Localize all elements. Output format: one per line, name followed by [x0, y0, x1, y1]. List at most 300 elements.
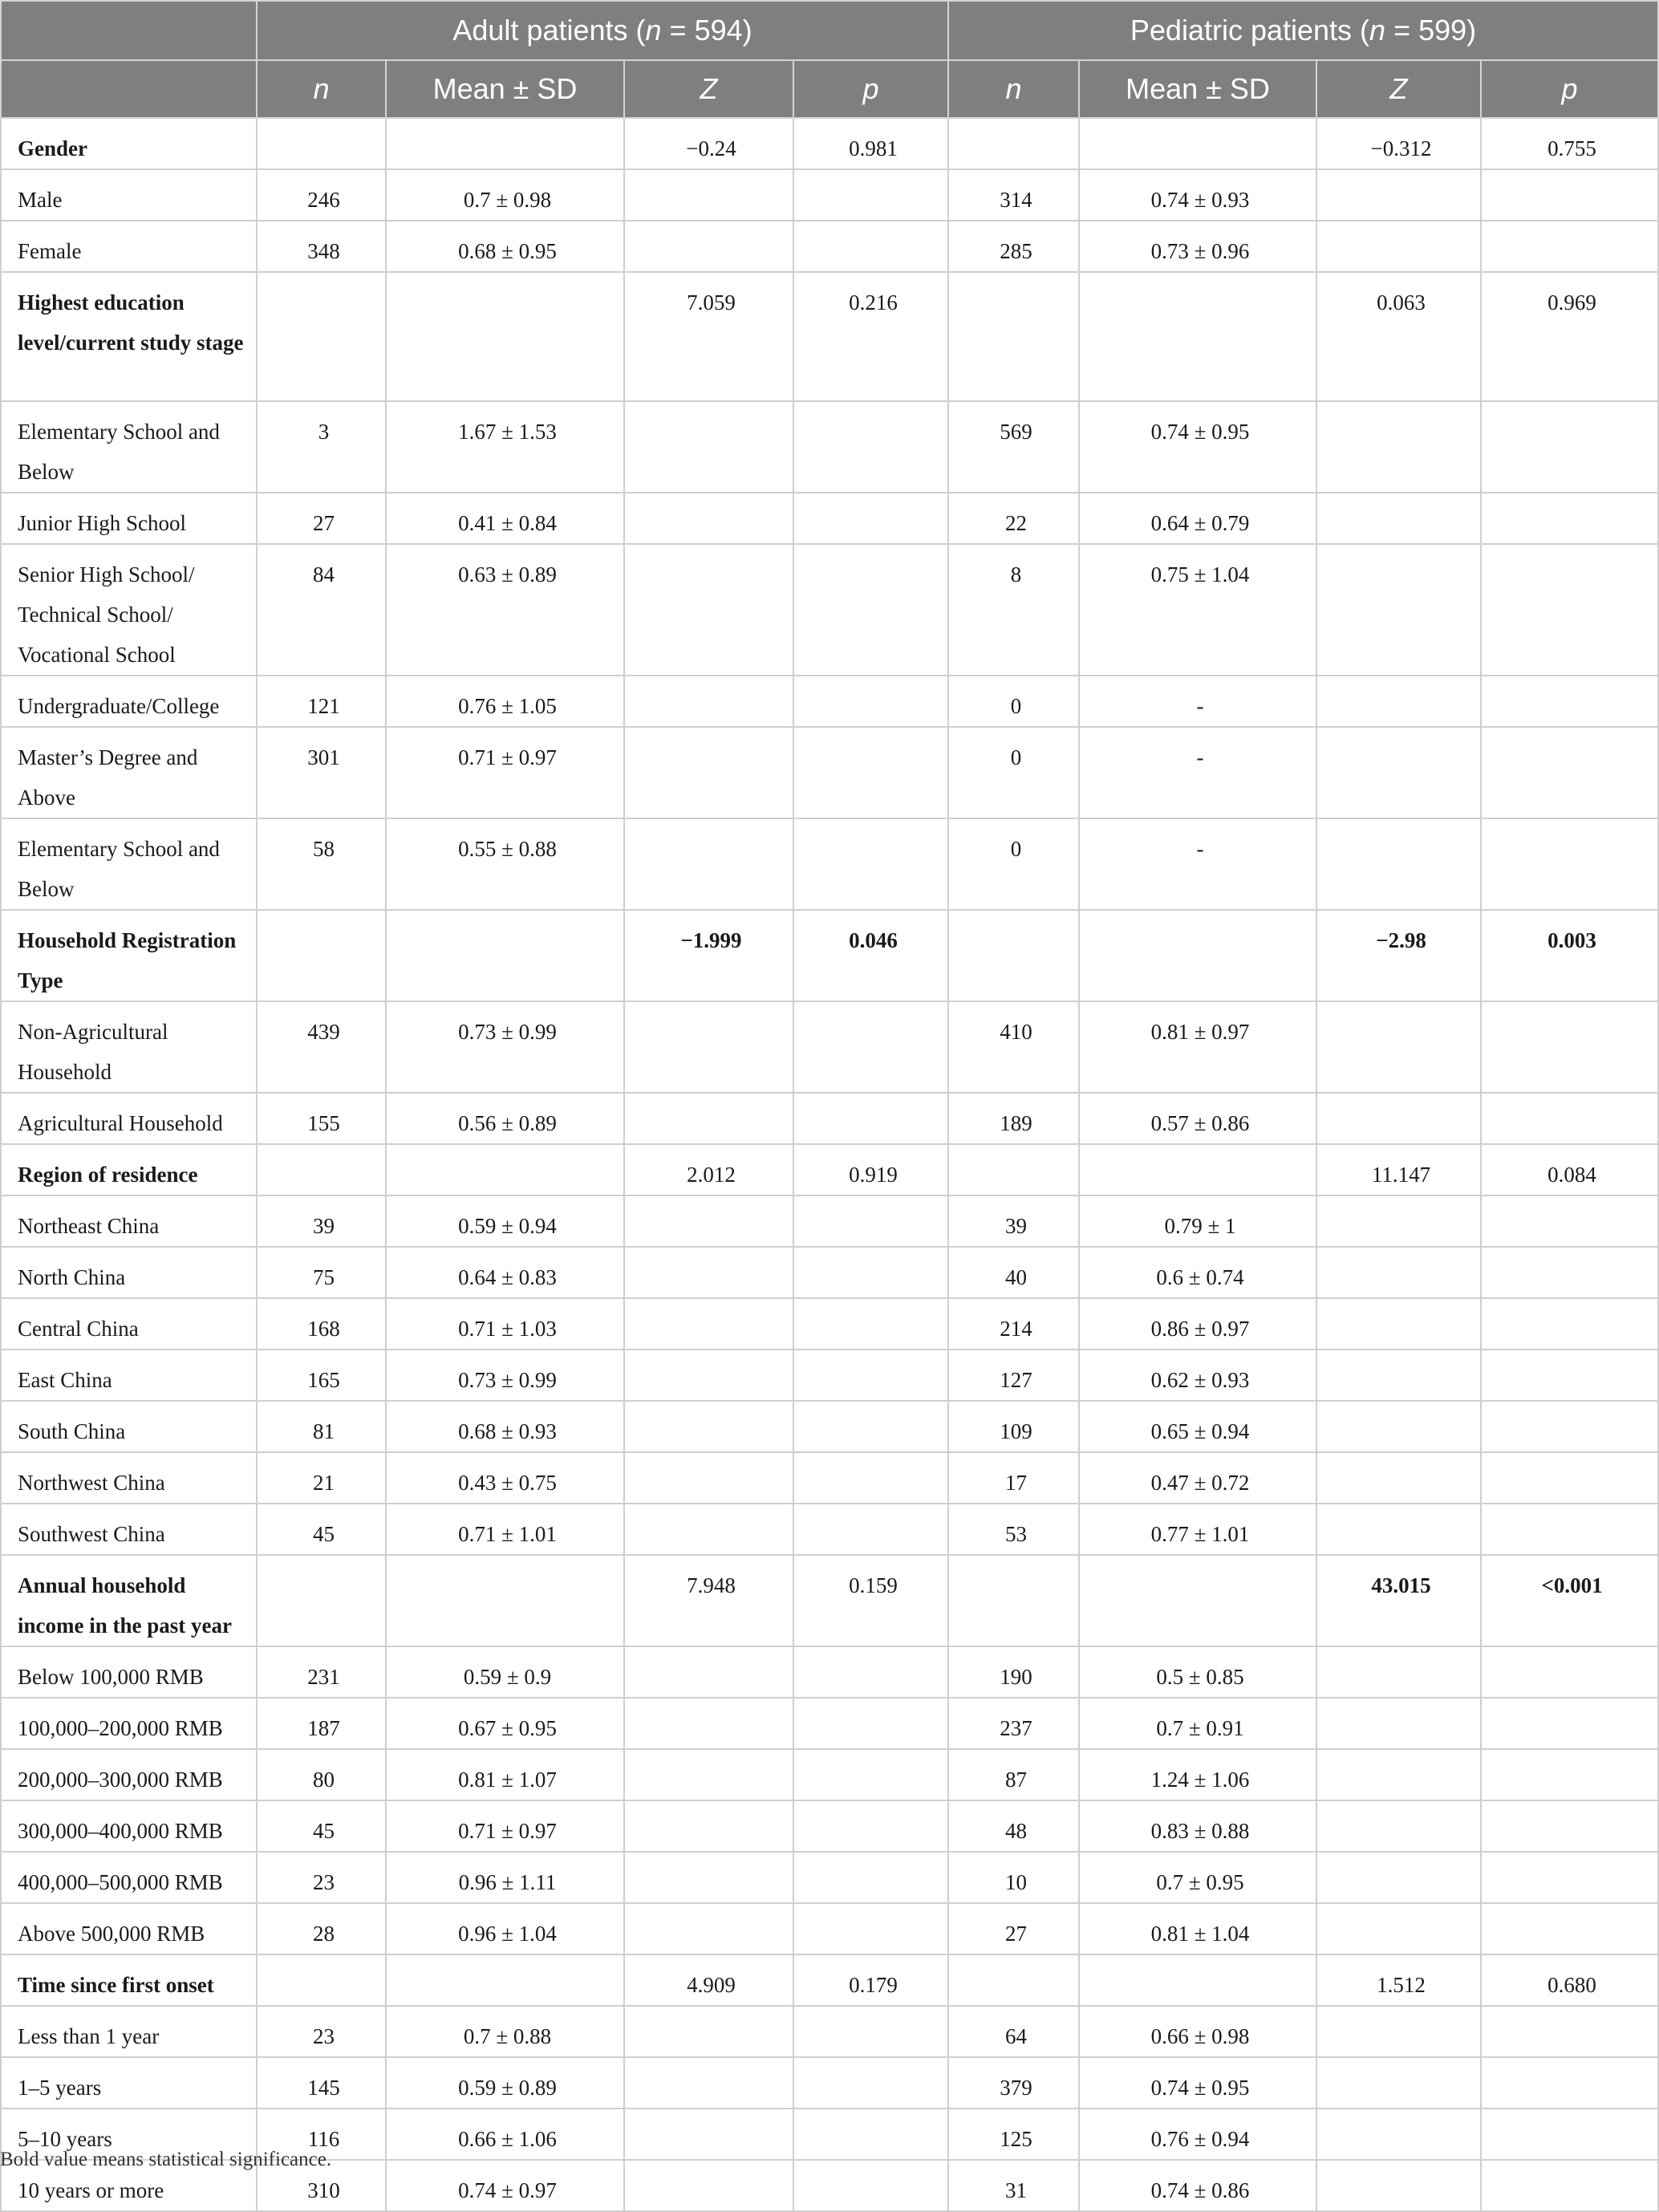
pediatric-mean-sd-cell: 0.64 ± 0.79: [1079, 493, 1316, 544]
adult-p-cell: [793, 727, 948, 818]
pediatric-z-cell: [1316, 1001, 1481, 1093]
adult-p-cell: [793, 1452, 948, 1504]
table-row: [1, 2057, 1658, 2109]
pediatric-group-label: Pediatric patients (: [1130, 14, 1370, 47]
adult-group-header: [257, 1, 948, 60]
adult-n-cell: 348: [257, 221, 386, 272]
pediatric-p-cell: [1481, 1903, 1658, 1954]
category-row: [1, 118, 1658, 169]
adult-z-cell: [624, 221, 793, 272]
pediatric-z-cell: [1316, 1247, 1481, 1298]
adult-z-cell: [624, 1903, 793, 1954]
adult-n-cell: 187: [257, 1698, 386, 1749]
adult-n-cell: 3: [257, 401, 386, 493]
pediatric-n-cell: 64: [948, 2006, 1079, 2057]
adult-p-cell: 0.159: [793, 1555, 948, 1646]
pediatric-mean-sd-cell: 0.7 ± 0.91: [1079, 1698, 1316, 1749]
row-label-cell: North China: [1, 1247, 257, 1298]
table-row: [1, 818, 1658, 910]
adult-mean-sd-cell: 0.71 ± 1.03: [386, 1298, 624, 1350]
table-row: [1, 727, 1658, 818]
table-row: [1, 1698, 1658, 1749]
adult-mean-sd-cell: 0.67 ± 0.95: [386, 1698, 624, 1749]
adult-p-cell: [793, 1749, 948, 1800]
adult-z-cell: [624, 493, 793, 544]
adult-n-cell: [257, 1144, 386, 1195]
pediatric-z-cell: [1316, 1401, 1481, 1452]
pediatric-z-cell: [1316, 544, 1481, 676]
adult-n-header: n: [257, 60, 386, 118]
adult-p-cell: [793, 676, 948, 727]
pediatric-p-cell: [1481, 1401, 1658, 1452]
adult-z-cell: [624, 401, 793, 493]
pediatric-mean-sd-cell: -: [1079, 727, 1316, 818]
pediatric-p-cell: [1481, 221, 1658, 272]
adult-p-cell: [793, 2006, 948, 2057]
row-label-cell: 300,000–400,000 RMB: [1, 1800, 257, 1852]
table-row: [1, 1247, 1658, 1298]
pediatric-mean-sd-cell: 0.73 ± 0.96: [1079, 221, 1316, 272]
adult-z-cell: [624, 544, 793, 676]
pediatric-p-cell: [1481, 1001, 1658, 1093]
adult-mean-sd-cell: 0.73 ± 0.99: [386, 1350, 624, 1401]
adult-n-cell: 84: [257, 544, 386, 676]
adult-p-cell: 0.216: [793, 272, 948, 401]
row-label-cell: Male: [1, 169, 257, 221]
adult-n-cell: 23: [257, 2006, 386, 2057]
pediatric-z-cell: −2.98: [1316, 910, 1481, 1001]
adult-p-cell: [793, 2160, 948, 2211]
pediatric-p-header: p: [1481, 60, 1658, 118]
adult-z-cell: [624, 1401, 793, 1452]
adult-mean-sd-cell: 0.74 ± 0.97: [386, 2160, 624, 2211]
header-corner-cell: [1, 1, 257, 60]
adult-n-cell: 58: [257, 818, 386, 910]
pediatric-n-symbol: n: [1369, 14, 1386, 47]
row-label-cell: Southwest China: [1, 1504, 257, 1555]
adult-mean-sd-cell: 0.41 ± 0.84: [386, 493, 624, 544]
pediatric-p-cell: [1481, 1195, 1658, 1247]
pediatric-n-cell: 127: [948, 1350, 1079, 1401]
row-label-cell: 5–10 years: [1, 2109, 257, 2160]
pediatric-z-cell: [1316, 493, 1481, 544]
adult-z-cell: [624, 1093, 793, 1144]
adult-z-cell: [624, 1298, 793, 1350]
adult-z-cell: [624, 1504, 793, 1555]
pediatric-n-cell: 31: [948, 2160, 1079, 2211]
pediatric-mean-sd-cell: 0.76 ± 0.94: [1079, 2109, 1316, 2160]
adult-group-label: Adult patients (: [452, 14, 646, 47]
adult-n-cell: [257, 910, 386, 1001]
pediatric-p-cell: [1481, 2057, 1658, 2109]
adult-p-cell: [793, 1001, 948, 1093]
adult-mean-sd-cell: 0.71 ± 0.97: [386, 727, 624, 818]
adult-n-cell: 168: [257, 1298, 386, 1350]
pediatric-mean-sd-cell: 0.79 ± 1: [1079, 1195, 1316, 1247]
pediatric-n-cell: 237: [948, 1698, 1079, 1749]
adult-p-cell: [793, 221, 948, 272]
adult-mean-sd-cell: 0.71 ± 0.97: [386, 1800, 624, 1852]
pediatric-p-cell: [1481, 676, 1658, 727]
row-label-cell: Non-Agricultural Household: [1, 1001, 257, 1093]
row-label-cell: 1–5 years: [1, 2057, 257, 2109]
pediatric-mean-sd-cell: 0.74 ± 0.95: [1079, 2057, 1316, 2109]
pediatric-n-cell: 0: [948, 818, 1079, 910]
pediatric-mean-sd-cell: [1079, 118, 1316, 169]
row-label-cell: 10 years or more: [1, 2160, 257, 2211]
adult-mean-sd-cell: 0.56 ± 0.89: [386, 1093, 624, 1144]
adult-p-cell: 0.179: [793, 1954, 948, 2006]
adult-mean-sd-cell: 0.59 ± 0.94: [386, 1195, 624, 1247]
table-footnote: Bold value means statistical significance.: [0, 2149, 332, 2170]
adult-p-cell: [793, 1401, 948, 1452]
adult-n-cell: 231: [257, 1646, 386, 1698]
adult-mean-sd-cell: 0.7 ± 0.98: [386, 169, 624, 221]
table-row: [1, 1452, 1658, 1504]
pediatric-n-cell: 410: [948, 1001, 1079, 1093]
adult-n-cell: 21: [257, 1452, 386, 1504]
pediatric-p-cell: 0.969: [1481, 272, 1658, 401]
adult-mean-sd-cell: 0.43 ± 0.75: [386, 1452, 624, 1504]
pediatric-mean-sd-cell: 0.5 ± 0.85: [1079, 1646, 1316, 1698]
table-row: [1, 1646, 1658, 1698]
adult-z-cell: [624, 1350, 793, 1401]
pediatric-n-cell: 125: [948, 2109, 1079, 2160]
pediatric-z-cell: [1316, 727, 1481, 818]
pediatric-n-cell: [948, 1555, 1079, 1646]
pediatric-p-cell: [1481, 169, 1658, 221]
adult-mean-sd-cell: [386, 272, 624, 401]
table-row: [1, 544, 1658, 676]
adult-p-cell: [793, 544, 948, 676]
adult-z-cell: [624, 2160, 793, 2211]
adult-p-cell: [793, 493, 948, 544]
adult-count: = 594): [661, 14, 752, 47]
adult-z-cell: [624, 1698, 793, 1749]
category-row: [1, 1954, 1658, 2006]
table-row: [1, 1298, 1658, 1350]
adult-n-cell: 45: [257, 1504, 386, 1555]
adult-n-cell: 439: [257, 1001, 386, 1093]
pediatric-p-cell: [1481, 1646, 1658, 1698]
pediatric-n-header: n: [948, 60, 1079, 118]
adult-p-cell: 0.981: [793, 118, 948, 169]
row-label-cell: Less than 1 year: [1, 2006, 257, 2057]
pediatric-p-cell: [1481, 727, 1658, 818]
table-row: [1, 1504, 1658, 1555]
pediatric-z-cell: [1316, 2006, 1481, 2057]
pediatric-mean-sd-cell: 0.77 ± 1.01: [1079, 1504, 1316, 1555]
pediatric-mean-sd-cell: 0.65 ± 0.94: [1079, 1401, 1316, 1452]
adult-z-cell: [624, 1001, 793, 1093]
adult-mean-header: Mean ± SD: [386, 60, 624, 118]
pediatric-p-cell: [1481, 2006, 1658, 2057]
pediatric-p-cell: [1481, 1800, 1658, 1852]
pediatric-n-cell: 379: [948, 2057, 1079, 2109]
table-row: [1, 1800, 1658, 1852]
pediatric-n-cell: [948, 1954, 1079, 2006]
adult-p-cell: 0.046: [793, 910, 948, 1001]
pediatric-n-cell: 190: [948, 1646, 1079, 1698]
adult-n-cell: 116: [257, 2109, 386, 2160]
pediatric-z-cell: [1316, 1093, 1481, 1144]
pediatric-mean-sd-cell: 1.24 ± 1.06: [1079, 1749, 1316, 1800]
pediatric-z-cell: [1316, 1452, 1481, 1504]
pediatric-p-cell: [1481, 493, 1658, 544]
adult-n-symbol: n: [645, 14, 662, 47]
adult-mean-sd-cell: [386, 1144, 624, 1195]
pediatric-mean-sd-cell: 0.47 ± 0.72: [1079, 1452, 1316, 1504]
pediatric-mean-sd-cell: 0.83 ± 0.88: [1079, 1800, 1316, 1852]
adult-p-cell: [793, 1800, 948, 1852]
adult-mean-sd-cell: 0.64 ± 0.83: [386, 1247, 624, 1298]
table-row: [1, 1852, 1658, 1903]
adult-z-cell: [624, 1800, 793, 1852]
adult-z-cell: [624, 676, 793, 727]
category-label-cell: Highest education level/current study stage: [1, 272, 257, 401]
pediatric-z-cell: 43.015: [1316, 1555, 1481, 1646]
pediatric-n-cell: [948, 118, 1079, 169]
row-label-cell: Northwest China: [1, 1452, 257, 1504]
adult-n-cell: 165: [257, 1350, 386, 1401]
row-label-cell: East China: [1, 1350, 257, 1401]
pediatric-p-cell: [1481, 1749, 1658, 1800]
pediatric-n-cell: 109: [948, 1401, 1079, 1452]
pediatric-count: = 599): [1385, 14, 1477, 47]
adult-n-cell: 145: [257, 2057, 386, 2109]
adult-mean-sd-cell: 0.59 ± 0.89: [386, 2057, 624, 2109]
row-label-cell: Elementary School and Below: [1, 818, 257, 910]
pediatric-p-cell: 0.680: [1481, 1954, 1658, 2006]
adult-mean-sd-cell: 0.68 ± 0.95: [386, 221, 624, 272]
header-group-row: [1, 1, 1658, 60]
pediatric-p-cell: [1481, 1093, 1658, 1144]
pediatric-z-cell: [1316, 818, 1481, 910]
pediatric-n-cell: 53: [948, 1504, 1079, 1555]
row-label-cell: Central China: [1, 1298, 257, 1350]
pediatric-n-cell: 39: [948, 1195, 1079, 1247]
pediatric-n-cell: 0: [948, 676, 1079, 727]
adult-p-cell: [793, 1350, 948, 1401]
adult-p-cell: [793, 818, 948, 910]
adult-p-cell: [793, 1852, 948, 1903]
adult-p-cell: [793, 1504, 948, 1555]
adult-z-cell: −0.24: [624, 118, 793, 169]
adult-z-cell: [624, 2109, 793, 2160]
table-row: [1, 493, 1658, 544]
adult-z-cell: [624, 1247, 793, 1298]
row-label-cell: 200,000–300,000 RMB: [1, 1749, 257, 1800]
row-label-cell: Senior High School/ Technical School/ Vocational School: [1, 544, 257, 676]
pediatric-n-cell: 22: [948, 493, 1079, 544]
adult-p-header: p: [793, 60, 948, 118]
pediatric-n-cell: 0: [948, 727, 1079, 818]
adult-n-cell: 27: [257, 493, 386, 544]
row-label-cell: Master’s Degree and Above: [1, 727, 257, 818]
adult-mean-sd-cell: 0.7 ± 0.88: [386, 2006, 624, 2057]
adult-n-cell: 39: [257, 1195, 386, 1247]
adult-mean-sd-cell: 0.73 ± 0.99: [386, 1001, 624, 1093]
adult-mean-sd-cell: 0.96 ± 1.04: [386, 1903, 624, 1954]
table-body: [1, 118, 1658, 2211]
category-label-cell: Gender: [1, 118, 257, 169]
pediatric-mean-sd-cell: 0.6 ± 0.74: [1079, 1247, 1316, 1298]
adult-p-cell: [793, 1646, 948, 1698]
adult-mean-sd-cell: [386, 1954, 624, 2006]
adult-mean-sd-cell: [386, 1555, 624, 1646]
pediatric-p-cell: [1481, 1247, 1658, 1298]
adult-mean-sd-cell: 0.71 ± 1.01: [386, 1504, 624, 1555]
adult-n-cell: 301: [257, 727, 386, 818]
pediatric-mean-sd-cell: [1079, 1555, 1316, 1646]
pediatric-mean-sd-cell: 0.81 ± 1.04: [1079, 1903, 1316, 1954]
pediatric-mean-sd-cell: 0.57 ± 0.86: [1079, 1093, 1316, 1144]
pediatric-p-cell: [1481, 1298, 1658, 1350]
adult-mean-sd-cell: 0.96 ± 1.11: [386, 1852, 624, 1903]
pediatric-n-cell: 40: [948, 1247, 1079, 1298]
adult-n-cell: [257, 118, 386, 169]
table-row: [1, 2006, 1658, 2057]
row-label-cell: Junior High School: [1, 493, 257, 544]
pediatric-z-cell: [1316, 1698, 1481, 1749]
adult-n-cell: [257, 1954, 386, 2006]
table-row: [1, 676, 1658, 727]
pediatric-mean-sd-cell: 0.66 ± 0.98: [1079, 2006, 1316, 2057]
adult-n-cell: 45: [257, 1800, 386, 1852]
row-label-cell: Agricultural Household: [1, 1093, 257, 1144]
adult-mean-sd-cell: 0.55 ± 0.88: [386, 818, 624, 910]
pediatric-z-cell: −0.312: [1316, 118, 1481, 169]
pediatric-mean-sd-cell: [1079, 1144, 1316, 1195]
pediatric-mean-sd-cell: -: [1079, 818, 1316, 910]
pediatric-n-cell: 214: [948, 1298, 1079, 1350]
adult-z-cell: −1.999: [624, 910, 793, 1001]
adult-p-cell: [793, 1247, 948, 1298]
adult-n-cell: 155: [257, 1093, 386, 1144]
adult-n-cell: 310: [257, 2160, 386, 2211]
row-label-cell: Undergraduate/College: [1, 676, 257, 727]
row-label-cell: Female: [1, 221, 257, 272]
pediatric-p-cell: 0.755: [1481, 118, 1658, 169]
pediatric-mean-sd-cell: [1079, 1954, 1316, 2006]
adult-z-cell: [624, 1646, 793, 1698]
header-label-cell: [1, 60, 257, 118]
pediatric-p-cell: [1481, 1504, 1658, 1555]
row-label-cell: 100,000–200,000 RMB: [1, 1698, 257, 1749]
category-label-cell: Region of residence: [1, 1144, 257, 1195]
adult-z-cell: [624, 2006, 793, 2057]
table-row: [1, 1093, 1658, 1144]
pediatric-p-cell: <0.001: [1481, 1555, 1658, 1646]
adult-z-cell: [624, 2057, 793, 2109]
pediatric-p-cell: [1481, 2109, 1658, 2160]
pediatric-n-cell: 189: [948, 1093, 1079, 1144]
pediatric-mean-sd-cell: 0.74 ± 0.86: [1079, 2160, 1316, 2211]
adult-n-cell: 246: [257, 169, 386, 221]
header-column-row: [1, 60, 1658, 118]
pediatric-z-cell: [1316, 2160, 1481, 2211]
pediatric-n-cell: 285: [948, 221, 1079, 272]
pediatric-z-cell: [1316, 1504, 1481, 1555]
pediatric-mean-sd-cell: 0.75 ± 1.04: [1079, 544, 1316, 676]
category-row: [1, 272, 1658, 401]
pediatric-mean-sd-cell: [1079, 272, 1316, 401]
adult-p-cell: [793, 1698, 948, 1749]
pediatric-mean-sd-cell: 0.7 ± 0.95: [1079, 1852, 1316, 1903]
pediatric-mean-header: Mean ± SD: [1079, 60, 1316, 118]
row-label-cell: 400,000–500,000 RMB: [1, 1852, 257, 1903]
table-row: [1, 1001, 1658, 1093]
pediatric-n-cell: [948, 910, 1079, 1001]
pediatric-z-cell: 0.063: [1316, 272, 1481, 401]
pediatric-n-cell: 314: [948, 169, 1079, 221]
pediatric-mean-sd-cell: 0.62 ± 0.93: [1079, 1350, 1316, 1401]
adult-mean-sd-cell: 0.66 ± 1.06: [386, 2109, 624, 2160]
adult-n-cell: [257, 272, 386, 401]
adult-z-cell: [624, 1749, 793, 1800]
pediatric-mean-sd-cell: 0.74 ± 0.95: [1079, 401, 1316, 493]
adult-z-cell: 7.059: [624, 272, 793, 401]
adult-n-cell: 28: [257, 1903, 386, 1954]
adult-z-cell: 4.909: [624, 1954, 793, 2006]
adult-n-cell: 75: [257, 1247, 386, 1298]
adult-n-cell: 23: [257, 1852, 386, 1903]
adult-mean-sd-cell: [386, 910, 624, 1001]
pediatric-z-cell: [1316, 1800, 1481, 1852]
adult-z-cell: [624, 1852, 793, 1903]
adult-n-cell: 81: [257, 1401, 386, 1452]
adult-p-cell: [793, 2057, 948, 2109]
pediatric-z-header: Z: [1316, 60, 1481, 118]
category-row: [1, 910, 1658, 1001]
table-row: [1, 1350, 1658, 1401]
pediatric-mean-sd-cell: 0.74 ± 0.93: [1079, 169, 1316, 221]
table-row: [1, 221, 1658, 272]
pediatric-z-cell: [1316, 2109, 1481, 2160]
pediatric-n-cell: 569: [948, 401, 1079, 493]
adult-mean-sd-cell: 1.67 ± 1.53: [386, 401, 624, 493]
adult-mean-sd-cell: 0.76 ± 1.05: [386, 676, 624, 727]
pediatric-z-cell: 11.147: [1316, 1144, 1481, 1195]
pediatric-n-cell: 10: [948, 1852, 1079, 1903]
pediatric-z-cell: [1316, 1298, 1481, 1350]
table-row: [1, 1401, 1658, 1452]
pediatric-p-cell: [1481, 818, 1658, 910]
adult-mean-sd-cell: 0.81 ± 1.07: [386, 1749, 624, 1800]
pediatric-group-header: [948, 1, 1658, 60]
pediatric-mean-sd-cell: 0.81 ± 0.97: [1079, 1001, 1316, 1093]
pediatric-z-cell: [1316, 1749, 1481, 1800]
row-label-cell: Elementary School and Below: [1, 401, 257, 493]
adult-n-cell: 80: [257, 1749, 386, 1800]
adult-mean-sd-cell: 0.63 ± 0.89: [386, 544, 624, 676]
pediatric-mean-sd-cell: -: [1079, 676, 1316, 727]
row-label-cell: Below 100,000 RMB: [1, 1646, 257, 1698]
adult-n-cell: 121: [257, 676, 386, 727]
table-row: [1, 1903, 1658, 1954]
adult-z-cell: 7.948: [624, 1555, 793, 1646]
adult-p-cell: [793, 401, 948, 493]
pediatric-z-cell: [1316, 676, 1481, 727]
pediatric-n-cell: 87: [948, 1749, 1079, 1800]
adult-p-cell: 0.919: [793, 1144, 948, 1195]
table-row: [1, 1749, 1658, 1800]
pediatric-z-cell: [1316, 221, 1481, 272]
pediatric-n-cell: [948, 272, 1079, 401]
pediatric-z-cell: 1.512: [1316, 1954, 1481, 2006]
pediatric-z-cell: [1316, 169, 1481, 221]
pediatric-n-cell: [948, 1144, 1079, 1195]
